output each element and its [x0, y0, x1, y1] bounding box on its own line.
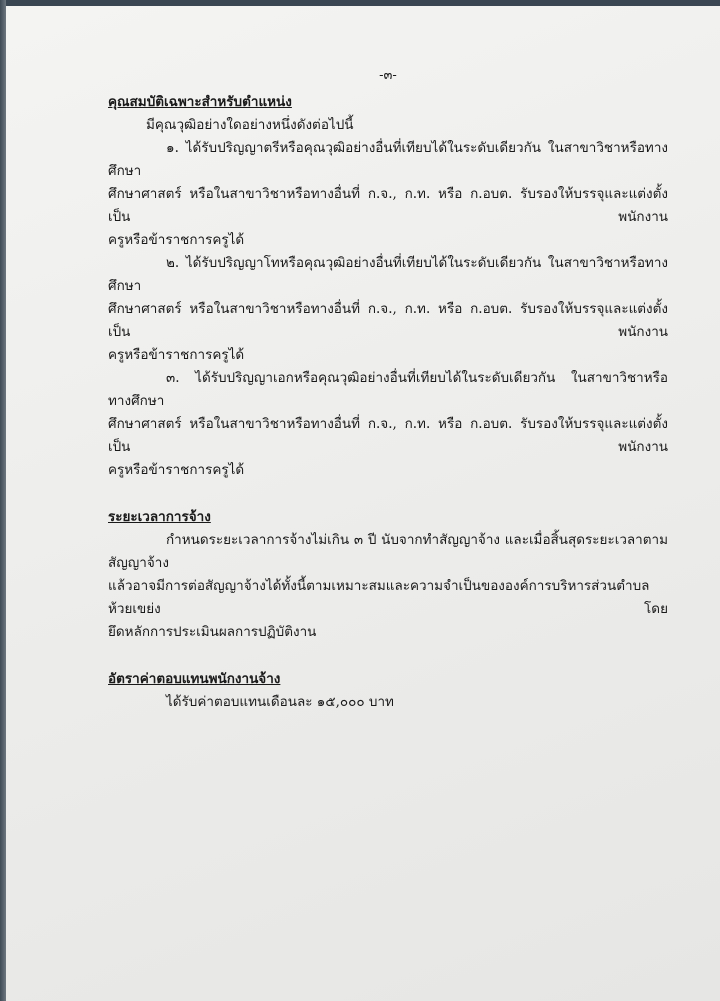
section-compensation: [108, 668, 668, 714]
section-spacer: [108, 644, 668, 668]
qualification-line: ๒. ได้รับปริญญาโทหรือคุณวุฒิอย่างอื่นที่เทียบได้ในระดับเดียวกัน ในสาขาวิชาหรือทางศึกษา: [108, 255, 668, 294]
section-spacer: [108, 482, 668, 506]
qualification-line: ครูหรือข้าราชการครูได้: [108, 462, 245, 478]
qualification-line: ครูหรือข้าราชการครูได้: [108, 232, 245, 248]
employment-period-heading: ระยะเวลาการจ้าง: [108, 509, 211, 525]
employment-period-line: แล้วอาจมีการต่อสัญญาจ้างได้ทั้งนี้ตามเหมาะสมและความจำเป็นขององค์การบริหารส่วนตำบลห้วยเขย่ง โดย: [108, 578, 668, 617]
compensation-text: ได้รับค่าตอบแทนเดือนละ ๑๕,๐๐๐ บาท: [166, 694, 394, 710]
employment-period-line: กำหนดระยะเวลาการจ้างไม่เกิน ๓ ปี นับจากทำสัญญาจ้าง และเมื่อสิ้นสุดระยะเวลาตามสัญญาจ้าง: [108, 532, 668, 571]
qualification-line: ๓. ได้รับปริญญาเอกหรือคุณวุฒิอย่างอื่นที่เทียบได้ในระดับเดียวกัน ในสาขาวิชาหรือทางศึกษา: [108, 370, 668, 409]
qualifications-heading: คุณสมบัติเฉพาะสำหรับตำแหน่ง: [108, 94, 292, 110]
employment-period-line: ยึดหลักการประเมินผลการปฏิบัติงาน: [108, 624, 317, 640]
compensation-heading: อัตราค่าตอบแทนพนักงานจ้าง: [108, 671, 281, 687]
qualification-item: [108, 137, 668, 252]
document-content: [108, 64, 668, 714]
qualification-line: ศึกษาศาสตร์ หรือในสาขาวิชาหรือทางอื่นที่ ก.จ., ก.ท. หรือ ก.อบต. รับรองให้บรรจุและแต่งตั้งเป็น พนักงาน: [108, 416, 668, 455]
qualification-item: [108, 252, 668, 367]
page-number: -๓-: [379, 68, 397, 83]
qualifications-intro: มีคุณวุฒิอย่างใดอย่างหนึ่งดังต่อไปนี้: [146, 117, 354, 133]
qualification-item: [108, 367, 668, 482]
qualification-line: ครูหรือข้าราชการครูได้: [108, 347, 245, 363]
section-qualifications: [108, 91, 668, 482]
qualification-line: ศึกษาศาสตร์ หรือในสาขาวิชาหรือทางอื่นที่ ก.จ., ก.ท. หรือ ก.อบต. รับรองให้บรรจุและแต่งตั้งเป็น พนักงาน: [108, 186, 668, 225]
qualification-line: ๑. ได้รับปริญญาตรีหรือคุณวุฒิอย่างอื่นที่เทียบได้ในระดับเดียวกัน ในสาขาวิชาหรือทางศึกษา: [108, 140, 668, 179]
qualification-line: ศึกษาศาสตร์ หรือในสาขาวิชาหรือทางอื่นที่ ก.จ., ก.ท. หรือ ก.อบต. รับรองให้บรรจุและแต่งตั้งเป็น พนักงาน: [108, 301, 668, 340]
section-employment-period: [108, 506, 668, 644]
